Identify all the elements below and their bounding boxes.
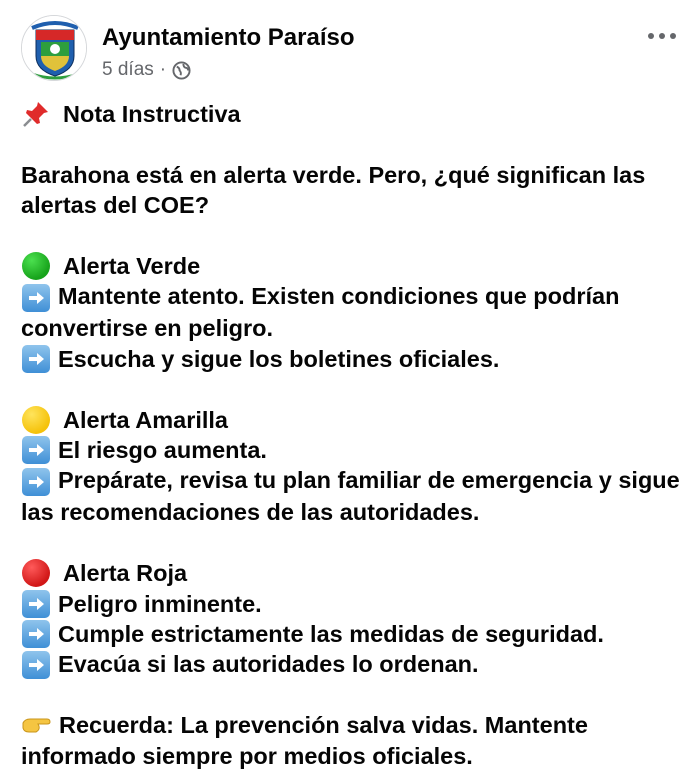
alert-red-title: Alerta Roja — [63, 560, 188, 587]
intro-text: Barahona está en alerta verde. Pero, ¿qué significan las alertas del COE? — [21, 161, 646, 219]
alert-green-heading — [21, 251, 686, 281]
dot-1 — [648, 33, 654, 39]
right-arrow-icon — [22, 345, 50, 373]
closing-line — [21, 710, 686, 771]
right-arrow-icon — [22, 468, 50, 496]
post-meta — [102, 59, 191, 81]
post-body — [21, 99, 686, 771]
right-arrow-icon — [22, 436, 50, 464]
note-title: Nota Instructiva — [63, 101, 241, 127]
meta-separator: · — [159, 59, 167, 80]
alert-red-heading — [21, 558, 686, 588]
yellow-circle-icon — [21, 405, 51, 435]
alert-red-item — [21, 619, 686, 649]
globe-icon[interactable] — [172, 61, 191, 80]
alert-yellow-item-text: Prepárate, revisa tu plan familiar de emergencia y sigue las recomendaciones de las autoridades. — [21, 467, 680, 526]
alert-yellow-heading — [21, 405, 686, 435]
right-arrow-icon — [22, 590, 50, 618]
alert-red-item-text: Cumple estrictamente las medidas de seguridad. — [58, 621, 604, 648]
dot-3 — [670, 33, 676, 39]
post-timestamp[interactable]: 5 días — [102, 59, 154, 80]
alert-green-item-text: Mantente atento. Existen condiciones que podrían convertirse en peligro. — [21, 283, 620, 342]
dot-2 — [659, 33, 665, 39]
green-circle-icon — [21, 251, 51, 281]
alert-red-item — [21, 589, 686, 619]
pushpin-icon — [21, 99, 51, 129]
alert-red-item — [21, 649, 686, 679]
note-title-line — [21, 99, 686, 129]
page-name[interactable]: Ayuntamiento Paraíso — [102, 24, 355, 51]
alert-green-item-text: Escucha y sigue los boletines oficiales. — [58, 345, 500, 372]
alert-red-item-text: Peligro inminente. — [58, 590, 262, 617]
closing-text: Recuerda: La prevención salva vidas. Mantente informado siempre por medios oficiales. — [21, 712, 588, 769]
right-arrow-icon — [22, 284, 50, 312]
alert-yellow-title: Alerta Amarilla — [63, 406, 229, 433]
alert-yellow-item — [21, 465, 686, 527]
alert-yellow-item-text: El riesgo aumenta. — [58, 437, 267, 464]
right-arrow-icon — [22, 651, 50, 679]
alert-red-item-text: Evacúa si las autoridades lo ordenan. — [58, 651, 479, 678]
page-avatar[interactable] — [21, 15, 87, 81]
alert-green-title: Alerta Verde — [63, 253, 201, 279]
pointing-hand-icon — [21, 711, 51, 737]
red-circle-icon — [21, 558, 51, 588]
more-options-icon[interactable] — [648, 33, 676, 39]
municipal-seal-icon — [22, 16, 87, 81]
alert-yellow-item — [21, 435, 686, 465]
alert-green-item — [21, 344, 686, 374]
right-arrow-icon — [22, 620, 50, 648]
alert-green-item — [21, 281, 686, 343]
